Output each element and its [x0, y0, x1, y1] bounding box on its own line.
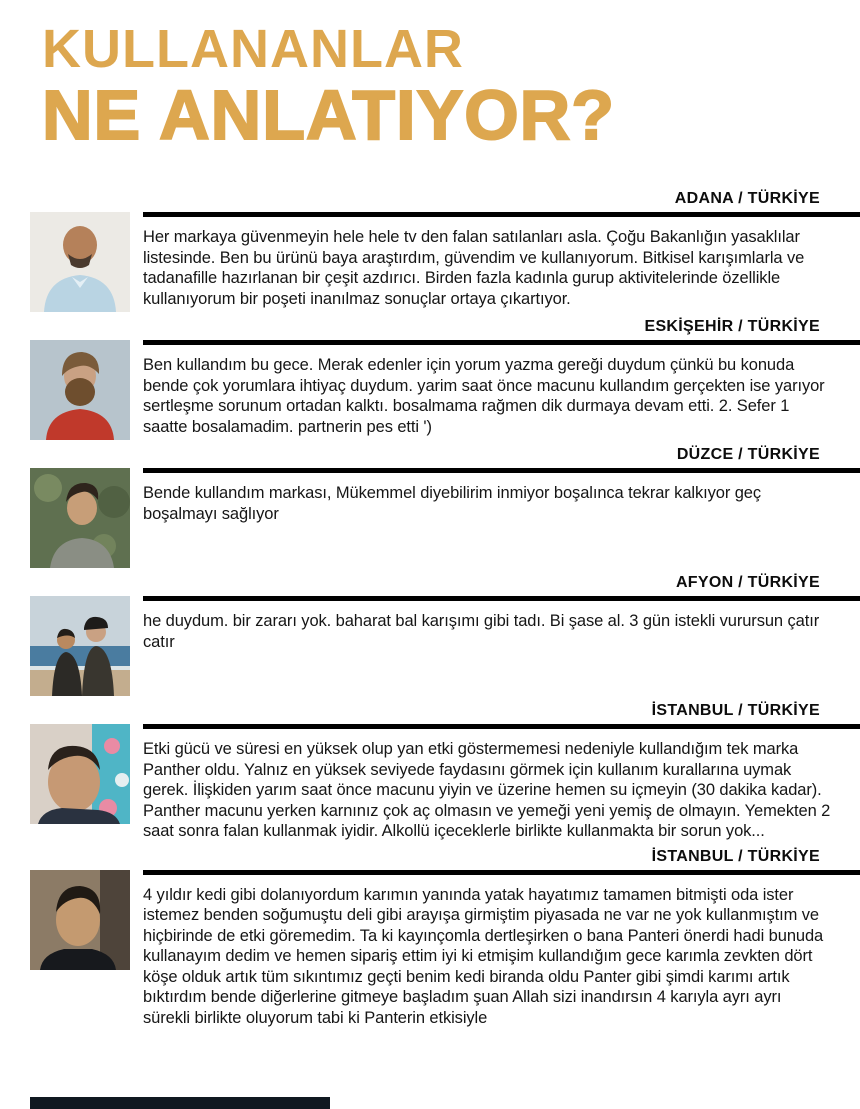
testimonial-text: Ben kullandım bu gece. Merak edenler için yorum yazma gereği duydum çünkü bu konuda bende çok yorumlara ihtiyaç duydum. yarim saat önce macunu kullandım gerçekten ise yarıyor sertleşme sorunum ortadan kalktı. bosalmama rağmen dik durmaya devam etti. 2. Sefer 1 saatte bosalamadim. partnerin pes etti '): [143, 340, 860, 437]
page-title: [42, 19, 860, 154]
avatar-photo-illustration: [30, 212, 130, 312]
testimonial-text: Etki gücü ve süresi en yüksek olup yan etki göstermemesi nedeniyle kullandığım tek marka Panther oldu. Yalnız en yüksek seviyede faydasını görmek için kullanım kurallarına uymak gerek. İlişkiden yarım saat önce macunu yiyin ve üzerine hemen su içmeyin (30 dakika kadar). Panther macunu yerken karnınız çok aç olmasın ve yemeği yeni yemiş de olmayın. Yemekten 2 saat sonra falan kullanmak iyidir. Alkollü içeceklerle birlikte kullanmakta bir sorun yok...: [143, 724, 860, 842]
testimonial-eskisehir: [0, 318, 860, 440]
testimonial-location: ESKİŞEHİR / TÜRKİYE: [644, 318, 820, 335]
testimonial-afyon: [0, 574, 860, 696]
testimonials-list: [0, 190, 860, 1028]
testimonial-location: İSTANBUL / TÜRKİYE: [651, 847, 820, 865]
avatar-photo-illustration: [30, 724, 130, 824]
testimonial-text: 4 yıldır kedi gibi dolanıyordum karımın yanında yatak hayatımız tamamen bitmişti oda ister istemez benden soğumuştu deli gibi arayışa girmiştim piyasada ne var ne yok kullanmıştım ve hiçbirinde de etki göremedim. Ta ki kayınçomla dertleşirken o bana Panteri önerdi hadi bunuda kullanayım dedim ve hemen sipariş ettim iyi ki etmişim kullandığım gece karımla zevkten dört köşe olduk artık tüm sıkıntımız geçti benim kedi biranda oldu Panter gibi şimdi karımı artık bıktırdım bende diğerlerine gitmeye başladım şuan Allah sizi inandırsın 4 karıyla ayrı ayrı sürekli birlikte oluyorum tabi ki Panterin etkisiyle: [143, 870, 860, 1029]
testimonial-location: İSTANBUL / TÜRKİYE: [651, 702, 820, 719]
testimonial-text: Bende kullandım markası, Mükemmel diyebilirim inmiyor boşalınca tekrar kalkıyor geç boşalmayı sağlıyor: [143, 468, 860, 524]
testimonial-text: Her markaya güvenmeyin hele hele tv den falan satılanları asla. Çoğu Bakanlığın yasaklılar listesinde. Ben bu ürünü baya araştırdım, güvendim ve kullanıyorum. Bitkisel karışımlarla ve tadanafille hazırlanan bir çeşit azdırıcı. Birden fazla kadınla gurup aktivitelerinde özellikle kullanıyorum bir poşeti inanılmaz sonuçlar ortaya çıkartıyor.: [143, 212, 860, 309]
testimonial-location: ADANA / TÜRKİYE: [674, 190, 820, 207]
page-title-line1: KULLANANLAR: [42, 19, 464, 79]
user-avatar: [30, 870, 130, 970]
user-avatar: [30, 724, 130, 824]
avatar-photo-illustration: [30, 870, 130, 970]
testimonial-duzce: [0, 446, 860, 568]
avatar-photo-illustration: [30, 596, 130, 696]
testimonial-adana: [0, 190, 860, 312]
page-title-line2: NE ANLATIYOR?: [42, 76, 615, 154]
user-avatar: [30, 596, 130, 696]
user-avatar: [30, 468, 130, 568]
avatar-photo-illustration: [30, 340, 130, 440]
user-avatar: [30, 212, 130, 312]
testimonial-text: he duydum. bir zararı yok. baharat bal karışımı gibi tadı. Bi şase al. 3 gün istekli vurursun çatır catır: [143, 596, 860, 652]
user-avatar: [30, 340, 130, 440]
testimonial-istanbul-2: [0, 848, 860, 1029]
testimonial-location: DÜZCE / TÜRKİYE: [676, 446, 820, 463]
avatar-photo-illustration: [30, 468, 130, 568]
testimonial-istanbul-1: [0, 702, 860, 842]
testimonial-location: AFYON / TÜRKİYE: [675, 574, 820, 591]
next-section-divider: [30, 1097, 330, 1109]
